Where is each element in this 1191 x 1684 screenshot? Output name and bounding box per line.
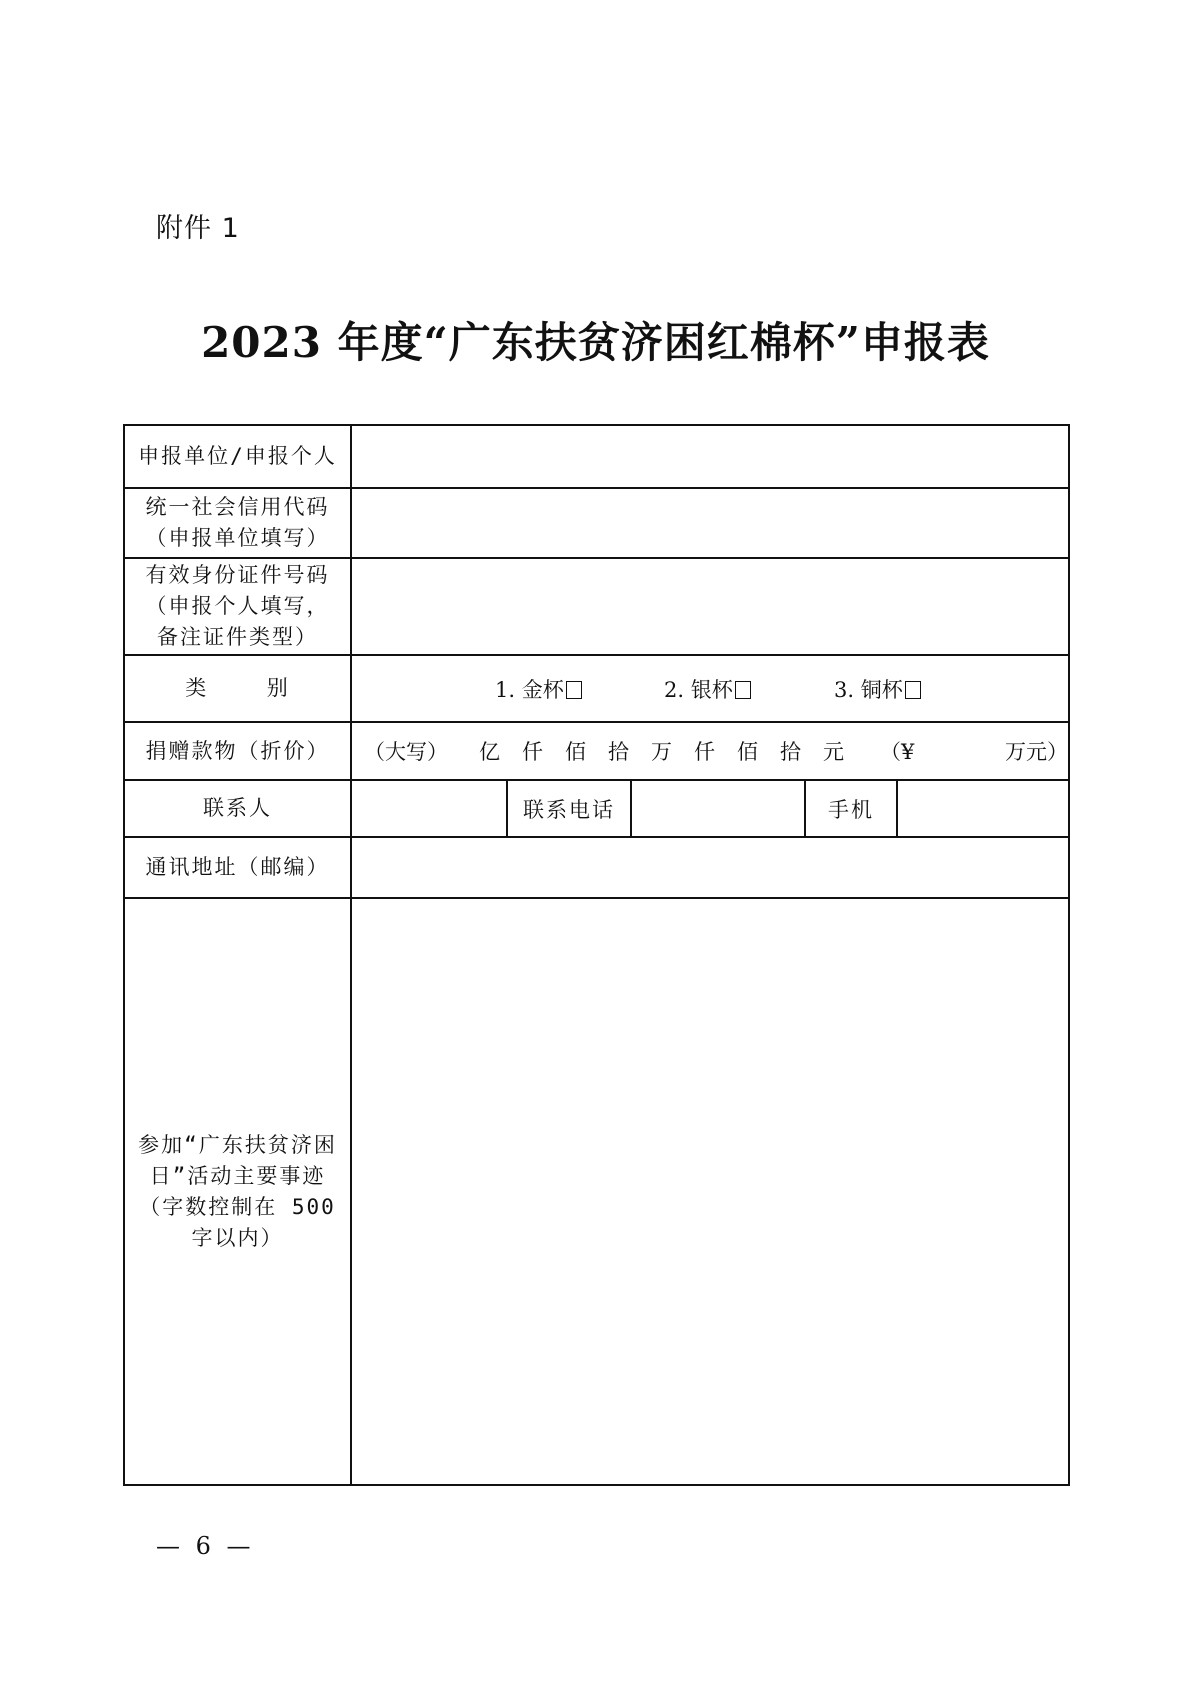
deeds-label-line: 参加“广东扶贫济困 xyxy=(138,1132,337,1157)
page-number: — 6 — xyxy=(156,1532,255,1560)
form-title: 2023 年度“广东扶贫济困红棉杯”申报表 xyxy=(201,318,990,367)
donation-label-text: 捐赠款物（折价） xyxy=(145,738,330,763)
unit-shi: 拾 xyxy=(608,740,629,764)
id-label-line: （申报个人填写， xyxy=(145,594,330,618)
unit-bai: 佰 xyxy=(565,740,586,764)
contact-row-fields xyxy=(352,781,1068,836)
category-silver-label: 2. 银杯 xyxy=(664,677,733,702)
donation-label xyxy=(125,723,352,779)
contact-label-text: 联系人 xyxy=(203,796,272,820)
address-label xyxy=(125,838,352,897)
category-label xyxy=(125,656,352,721)
yen-open: （¥ xyxy=(880,740,915,764)
row-applicant xyxy=(125,426,1068,489)
phone-label xyxy=(506,781,630,836)
unit-yi: 亿 xyxy=(479,740,500,764)
contact-name-field[interactable] xyxy=(352,781,506,836)
category-gold-label: 1. 金杯 xyxy=(495,677,564,702)
credit-code-label xyxy=(125,489,352,557)
row-donation xyxy=(125,723,1068,781)
unit-wan: 万 xyxy=(651,740,672,764)
mobile-field[interactable] xyxy=(896,781,1068,836)
checkbox-bronze[interactable] xyxy=(905,681,921,699)
id-label-line: 有效身份证件号码 xyxy=(145,563,330,587)
deeds-label xyxy=(125,899,352,1484)
row-category xyxy=(125,656,1068,723)
id-number-field[interactable] xyxy=(352,559,1068,654)
id-number-label xyxy=(125,559,352,654)
unit-wanyuan: 万元） xyxy=(1005,740,1068,764)
category-label-text: 类 别 xyxy=(185,676,290,700)
unit-qian: 仟 xyxy=(522,740,543,764)
applicant-label xyxy=(125,426,352,487)
deeds-label-line: 字以内） xyxy=(191,1225,284,1250)
category-bronze[interactable] xyxy=(834,674,921,704)
row-contact xyxy=(125,781,1068,838)
phone-label-text: 联系电话 xyxy=(523,797,615,822)
checkbox-silver[interactable] xyxy=(735,681,751,699)
address-label-text: 通讯地址（邮编） xyxy=(145,855,330,879)
id-label-line: 备注证件类型） xyxy=(157,625,318,649)
row-address xyxy=(125,838,1068,899)
deeds-field[interactable] xyxy=(352,899,1068,1484)
category-silver[interactable] xyxy=(664,674,751,704)
credit-code-field[interactable] xyxy=(352,489,1068,557)
category-bronze-label: 3. 铜杯 xyxy=(834,677,903,702)
category-options xyxy=(352,656,1068,721)
applicant-label-text: 申报单位/申报个人 xyxy=(138,444,337,468)
mobile-label-text: 手机 xyxy=(828,797,874,822)
donation-field[interactable] xyxy=(352,723,1068,779)
contact-label xyxy=(125,781,352,836)
deeds-label-line: 日”活动主要事迹 xyxy=(149,1163,326,1188)
unit-shi: 拾 xyxy=(780,740,801,764)
deeds-label-line: （字数控制在 500 xyxy=(139,1194,336,1219)
donation-daxie: （大写） xyxy=(364,740,448,764)
category-gold[interactable] xyxy=(495,674,582,704)
credit-code-label-line: （申报单位填写） xyxy=(145,526,330,550)
phone-field[interactable] xyxy=(630,781,804,836)
unit-qian: 仟 xyxy=(694,740,715,764)
application-form xyxy=(123,424,1070,1486)
unit-bai: 佰 xyxy=(737,740,758,764)
attachment-label: 附件 1 xyxy=(156,213,240,244)
row-credit-code xyxy=(125,489,1068,559)
row-id-number xyxy=(125,559,1068,656)
mobile-label xyxy=(804,781,896,836)
address-field[interactable] xyxy=(352,838,1068,897)
row-deeds xyxy=(125,899,1068,1484)
unit-yuan: 元 xyxy=(823,740,844,764)
checkbox-gold[interactable] xyxy=(566,681,582,699)
applicant-field[interactable] xyxy=(352,426,1068,487)
credit-code-label-line: 统一社会信用代码 xyxy=(145,495,330,519)
